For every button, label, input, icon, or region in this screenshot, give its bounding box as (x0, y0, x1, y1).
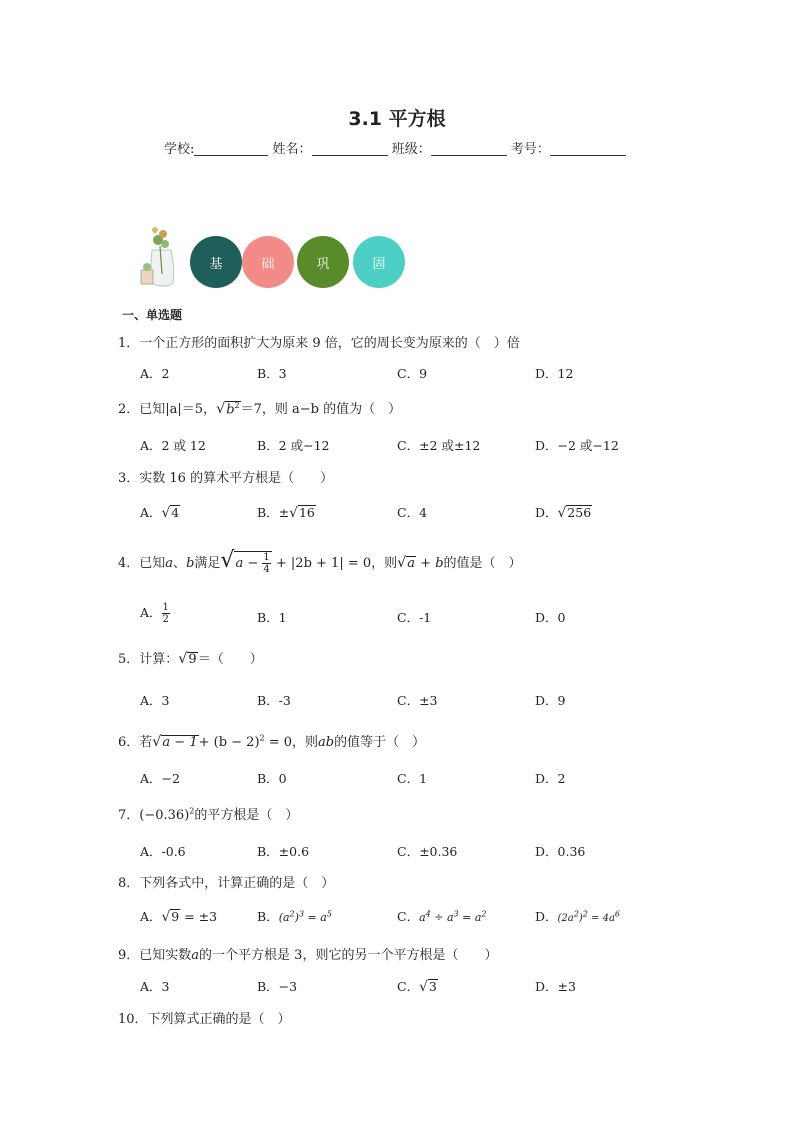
student-info-line (164, 138, 626, 157)
q1-option-c[interactable]: C．9 (397, 366, 428, 381)
q8-option-a[interactable]: A．√9 = ±3 (140, 909, 218, 925)
q1-option-d[interactable]: D．12 (535, 366, 574, 381)
question-7: 7．$(-0.36)^2$的平方根是（ ） (118, 806, 299, 823)
q1-option-a[interactable]: A．2 (140, 366, 170, 381)
class-label: 班级： (391, 142, 431, 157)
q4-option-b[interactable]: B．1 (257, 610, 287, 625)
q5-option-a[interactable]: A．3 (140, 693, 170, 708)
q6-option-c[interactable]: C．1 (397, 771, 428, 786)
q9-option-c[interactable]: C．√3 (397, 979, 437, 995)
name-field[interactable] (312, 141, 388, 156)
q6-option-b[interactable]: B．0 (257, 771, 287, 786)
q2-radicand: b (226, 402, 235, 417)
badge-gu: 固 (353, 236, 405, 288)
q3-option-a[interactable]: A．√4 (140, 505, 180, 521)
q7-option-b[interactable]: B．±0.6 (257, 844, 310, 859)
q2-option-b[interactable]: B．2 或−12 (257, 438, 330, 453)
q1-option-b[interactable]: B．3 (257, 366, 287, 381)
q2-tail: ＝7，则 a−b 的值为（ ） (240, 402, 402, 417)
school-label: 学校: (164, 142, 195, 157)
q3-option-b[interactable]: B．±√16 (257, 505, 315, 521)
q2-option-c[interactable]: C．±2 或±12 (397, 438, 481, 453)
question-10: 10．下列算式正确的是（ ） (118, 1012, 291, 1027)
q2-option-d[interactable]: D．−2 或−12 (535, 438, 619, 453)
question-6: 6．若$√a - 1+ (b - 2)^2 = 0$，则ab的值等于（ ） (118, 733, 426, 750)
plant-vase-icon (138, 224, 184, 288)
q5-option-c[interactable]: C．±3 (397, 693, 438, 708)
question-2: 2．已知|a|＝5，$√b^2=7$，则 a−b 的值为（ ） (118, 400, 402, 417)
badge-chu: 础 (242, 236, 294, 288)
q3-option-d[interactable]: D．√256 (535, 505, 592, 521)
q9-option-d[interactable]: D．±3 (535, 979, 576, 994)
q7-option-d[interactable]: D．0.36 (535, 844, 586, 859)
q4-option-a[interactable]: A． $\frac{1}{2}$ (140, 602, 169, 625)
school-field[interactable] (194, 141, 268, 156)
q4-option-d[interactable]: D．0 (535, 610, 566, 625)
question-3: 3．实数 16 的算术平方根是（ ） (118, 471, 334, 486)
question-1: 1．一个正方形的面积扩大为原来 9 倍，它的周长变为原来的（ ）倍 (118, 336, 520, 351)
q2-option-a[interactable]: A．2 或 12 (140, 438, 206, 453)
question-9: 9．已知实数a的一个平方根是 3，则它的另一个平方根是（ ） (118, 948, 498, 963)
q5-option-d[interactable]: D．9 (535, 693, 566, 708)
q4-option-c[interactable]: C．-1 (397, 610, 432, 625)
question-5: 5．计算：√9＝（ ） (118, 651, 263, 667)
q7-option-a[interactable]: A．-0.6 (140, 844, 186, 859)
badge-ji: 基 (190, 236, 242, 288)
q6-option-d[interactable]: D．2 (535, 771, 566, 786)
class-field[interactable] (431, 141, 507, 156)
section-title: 一、单选题 (122, 308, 183, 322)
badge-gong: 巩 (297, 236, 349, 288)
q7-option-c[interactable]: C．±0.36 (397, 844, 458, 859)
name-label: 姓名： (272, 142, 312, 157)
q8-option-d[interactable]: D．$(2a^2)^2 = 4a^6$ (535, 909, 621, 924)
number-label: 考号： (510, 142, 550, 157)
number-field[interactable] (550, 141, 626, 156)
q2-text: 2．已知|a|＝5， (118, 402, 217, 417)
q9-option-b[interactable]: B．−3 (257, 979, 298, 994)
question-8: 8．下列各式中，计算正确的是（ ） (118, 876, 335, 891)
q3-option-c[interactable]: C．4 (397, 505, 428, 520)
q6-option-a[interactable]: A．−2 (140, 771, 180, 786)
q8-option-c[interactable]: C．$a^4 \div a^3 = a^2$ (397, 909, 487, 924)
page-title: 3.1 平方根 (348, 108, 446, 130)
question-4: 4．已知a、b满足√a − $\frac{1}{4}$ + |2b + 1| = 0，则√a + b的值是（ ） (118, 548, 522, 575)
q8-option-b[interactable]: B．$(a^2)^3 = a^5$ (257, 909, 332, 924)
q5-option-b[interactable]: B．-3 (257, 693, 291, 708)
q9-option-a[interactable]: A．3 (140, 979, 170, 994)
